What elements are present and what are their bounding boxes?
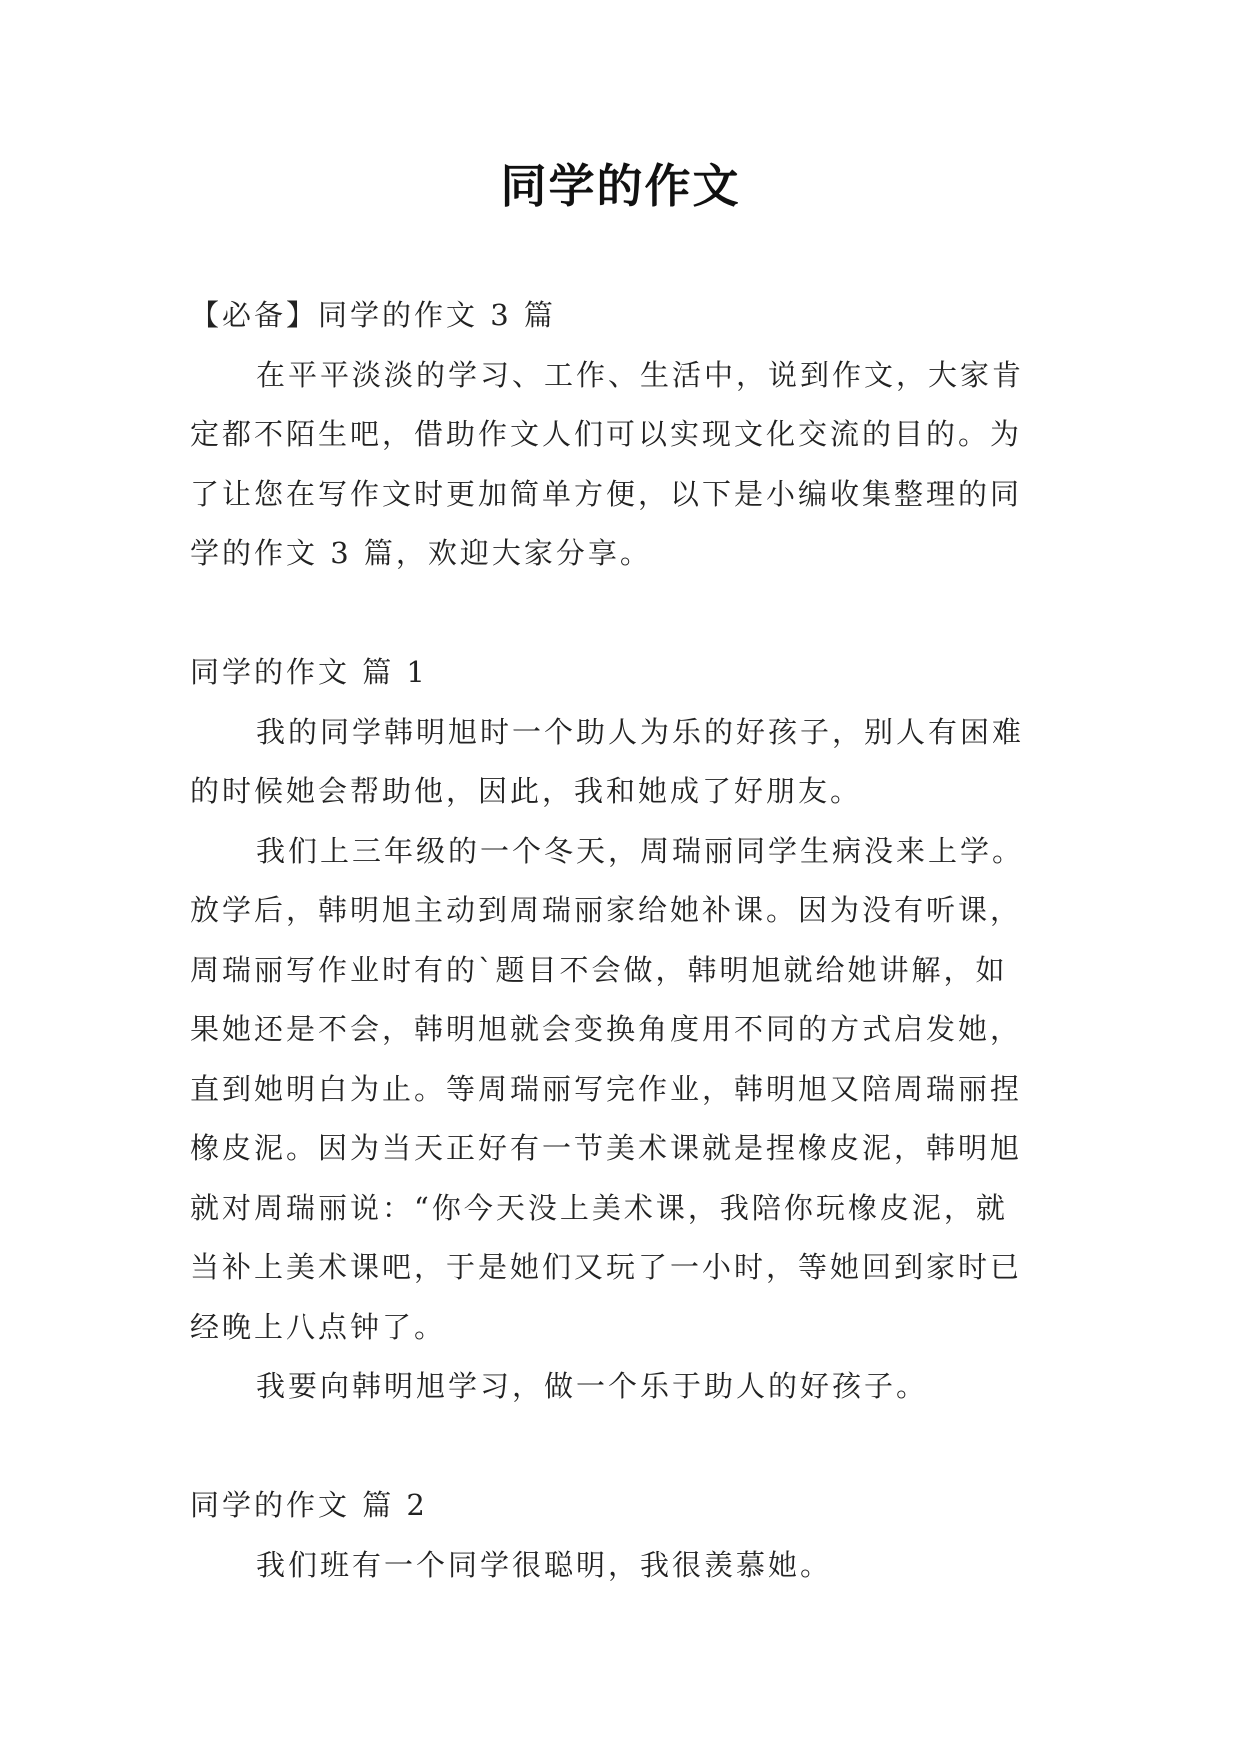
spacer — [190, 1417, 1060, 1477]
intro-line: 定都不陌生吧，借助作文人们可以实现文化交流的目的。为 — [190, 417, 1023, 451]
section1-p1-line: 的时候她会帮助他，因此，我和她成了好朋友。 — [190, 774, 863, 808]
section1-p2-line: 就对周瑞丽说：“你今天没上美术课，我陪你玩橡皮泥，就 — [190, 1190, 1008, 1225]
document-body — [190, 286, 1060, 1595]
section1-p2-line: 经晚上八点钟了。 — [190, 1309, 447, 1344]
section1-p2-line: 橡皮泥。因为当天正好有一节美术课就是捏橡皮泥，韩明旭 — [190, 1131, 1023, 1165]
section1-p2-line: 当补上美术课吧，于是她们又玩了一小时，等她回到家时已 — [190, 1250, 1023, 1284]
intro-line: 学的作文 3 篇，欢迎大家分享。 — [190, 536, 652, 570]
document-title: 同学的作文 — [500, 159, 741, 213]
spacer — [190, 584, 1060, 644]
section1-p2-line: 放学后，韩明旭主动到周瑞丽家给她补课。因为没有听课， — [190, 893, 1023, 927]
section1-p3-line: 我要向韩明旭学习，做一个乐于助人的好孩子。 — [256, 1369, 929, 1403]
section1-heading: 同学的作文 篇 1 — [190, 655, 428, 689]
section1-p2-line: 我们上三年级的一个冬天，周瑞丽同学生病没来上学。 — [256, 833, 1025, 868]
intro-heading: 【必备】同学的作文 3 篇 — [190, 298, 556, 332]
intro-line: 在平平淡淡的学习、工作、生活中，说到作文，大家肯 — [256, 357, 1025, 392]
section1-p2-line: 周瑞丽写作业时有的`题目不会做，韩明旭就给她讲解，如 — [190, 952, 1008, 987]
section1-p2-line: 果她还是不会，韩明旭就会变换角度用不同的方式启发她， — [190, 1012, 1023, 1046]
section2-p1-line: 我们班有一个同学很聪明，我很羡慕她。 — [256, 1547, 833, 1582]
section2-heading: 同学的作文 篇 2 — [190, 1488, 428, 1522]
section1-p1-line: 我的同学韩明旭时一个助人为乐的好孩子，别人有困难 — [256, 714, 1025, 749]
section1-p2-line: 直到她明白为止。等周瑞丽写完作业，韩明旭又陪周瑞丽捏 — [190, 1071, 1023, 1106]
intro-line: 了让您在写作文时更加简单方便，以下是小编收集整理的同 — [190, 476, 1023, 511]
